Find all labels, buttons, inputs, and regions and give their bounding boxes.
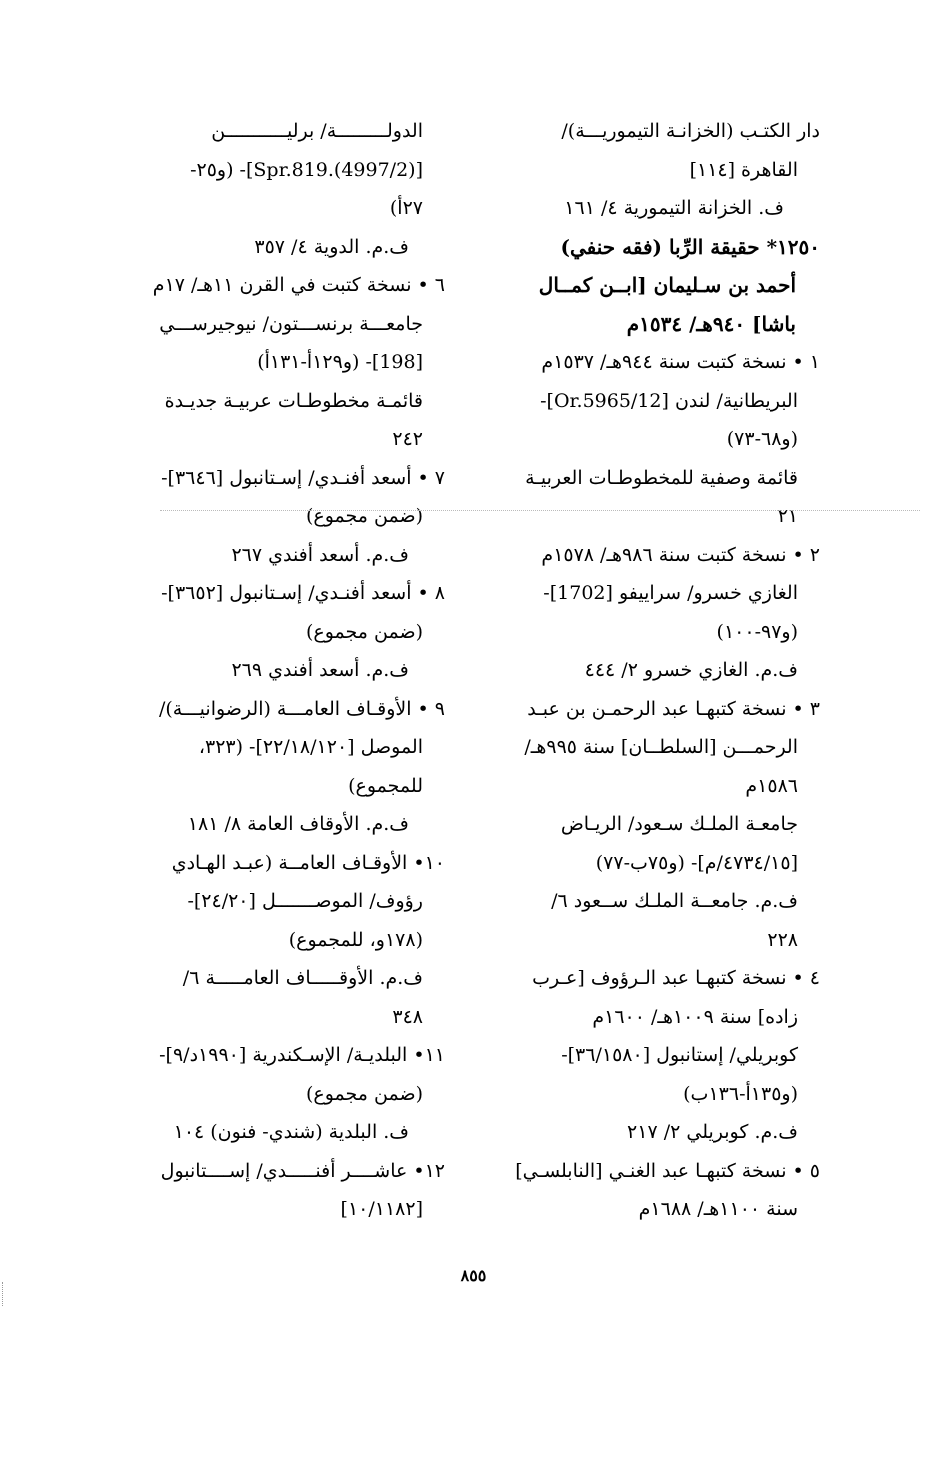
text-line: دار الكتـب (الخزانـة التيموريـــة)/ [561,120,820,142]
faint-ruling-line [160,510,920,511]
right-column [490,112,820,1229]
text-line: الغازي خسرو/ سراييفو [1702]- [543,582,798,604]
text-line: للمجموع) [348,774,423,797]
text-line: (و٦٨-٧٣) [726,428,798,450]
text-line: ٢١ [777,505,798,527]
text-line: الرحمـــن [السلطــان] سنة ٩٩٥هـ/ [524,736,798,758]
text-line: (ضمن مجموع) [305,505,423,527]
page-number: ٨٥٥ [460,1266,487,1285]
text-line: (و٩٧-١٠٠) [716,620,798,643]
text-line: ١٠• الأوقـاف العامــة (عبـد الهـادي [171,851,445,874]
text-line: ٨ • أسعد أفنـدي/ إسـتانبول [٣٦٥٢]- [161,582,445,604]
text-line: (ضمن مجموع) [305,1082,423,1105]
text-line: ١١• البلديـة/ الإسـكندرية [١٩٩٠د/٩]- [159,1044,445,1066]
text-line: (١٧٨و، للمجموع) [288,928,423,951]
text-line: ٧ • أسعد أفنـدي/ إسـتانبول [٣٦٤٦]- [161,466,445,489]
text-line: ف.م. الأوقاف العامة ٨/ ١٨١ [187,813,409,835]
text-line: ١٢٥٠* حقيقة الرِّبا (فقه حنفي) [560,234,820,259]
text-line: ف.م. جامعــة الملـك ســعود ٦/ [551,890,798,912]
text-line: القاهرة [١١٤] [689,158,798,181]
text-line: كوبريلي/ إستانبول [٣٦/١٥٨٠]- [561,1044,798,1066]
text-line: (ضمن مجموع) [305,620,423,643]
text-line: جامعـة الملـك سـعود/ الريـاض [560,813,798,835]
text-line: [198]- (و١٢٩أ-١٣١أ) [257,351,423,373]
text-line: ٢٢٨ [767,928,798,951]
text-line: ف.م. الأوقـــــاف العامـــــة ٦/ [182,967,423,989]
text-line: ٦ • نسخة كتبت في القرن ١١هـ/ ١٧م [152,274,445,296]
text-line: قائمـة مخطوطـات عربيـة جديـدة [164,389,423,412]
text-line: ٤ • نسخة كتبهـا عبد الـرؤوف [عـرب [532,967,820,989]
text-line: ٩ • الأوقـاف العامـــة (الرضوانيـــة)/ [158,697,445,720]
text-line: ف.م. الغازي خسرو ٢/ ٤٤٤ [584,659,798,681]
text-line: قائمة وصفية للمخطوطـات العربيـة [525,466,798,489]
text-line: (و١٣٥أ-١٣٦ب) [683,1082,798,1105]
text-line: رؤوف/ الموصـــــــل [٢٤/٢٠]- [187,890,423,912]
text-line: جامعـــة برنســـتون/ نيوجيرســـي [159,312,423,335]
text-line: [Spr.819.(4997/2)]- (و٢٥- [190,158,423,181]
left-column [100,112,445,1229]
text-line: ف.م. الدوية ٤/ ٣٥٧ [254,235,409,258]
text-line: ٣ • نسخة كتبهـا عبد الرحمـن بن عبـد [527,697,820,720]
text-line: أحمد بن سـليمان [ابــن كمــال [538,273,796,297]
text-line: ف.م. كوبريلي ٢/ ٢١٧ [627,1121,798,1143]
text-line: ٢٧أ) [389,197,423,219]
text-line: ١٢• عاشــــر أفنـــــدي/ إســــتانبول [160,1159,445,1182]
text-line: ف.م. أسعد أفندي ٢٦٧ [231,543,409,566]
text-line: [١٠/١١٨٢] [340,1198,423,1220]
text-line: ٥ • نسخة كتبهـا عبد الغنـي [النابلسـي] [515,1159,820,1182]
text-line: ١ • نسخة كتبت سنة ٩٤٤هـ/ ١٥٣٧م [541,351,820,373]
text-line: سنة ١١٠٠هـ/ ١٦٨٨م [638,1198,798,1220]
text-line: الموصل [٢٢/١٨/١٢٠]- (٣٢٣، [198,736,423,758]
text-line: الدولـــــــــة/ برليـــــــــــن [211,120,423,142]
text-line: ف. البلدية (شندي- فنون) ١٠٤ [173,1121,409,1143]
text-line: ١٥٨٦م [745,774,798,797]
text-line: ٣٤٨ [392,1005,423,1028]
text-line: زاده] سنة ١٠٠٩هـ/ ١٦٠٠م [592,1005,798,1028]
text-line: [٤٧٣٤/١٥/م]- (و٧٥ب-٧٧) [595,851,798,874]
text-line: ف.م. أسعد أفندي ٢٦٩ [231,659,409,681]
text-line: ف. الخزانة التيمورية ٤/ ١٦١ [564,197,784,219]
margin-scan-mark [2,1282,9,1306]
text-line: ٢ • نسخة كتبت سنة ٩٨٦هـ/ ١٥٧٨م [541,543,820,566]
text-line: باشا] ٩٤٠هـ/ ١٥٣٤م [626,311,796,336]
text-line: ٢٤٢ [392,428,423,450]
text-line: البريطانية/ لندن [Or.5965/12]- [540,389,798,412]
